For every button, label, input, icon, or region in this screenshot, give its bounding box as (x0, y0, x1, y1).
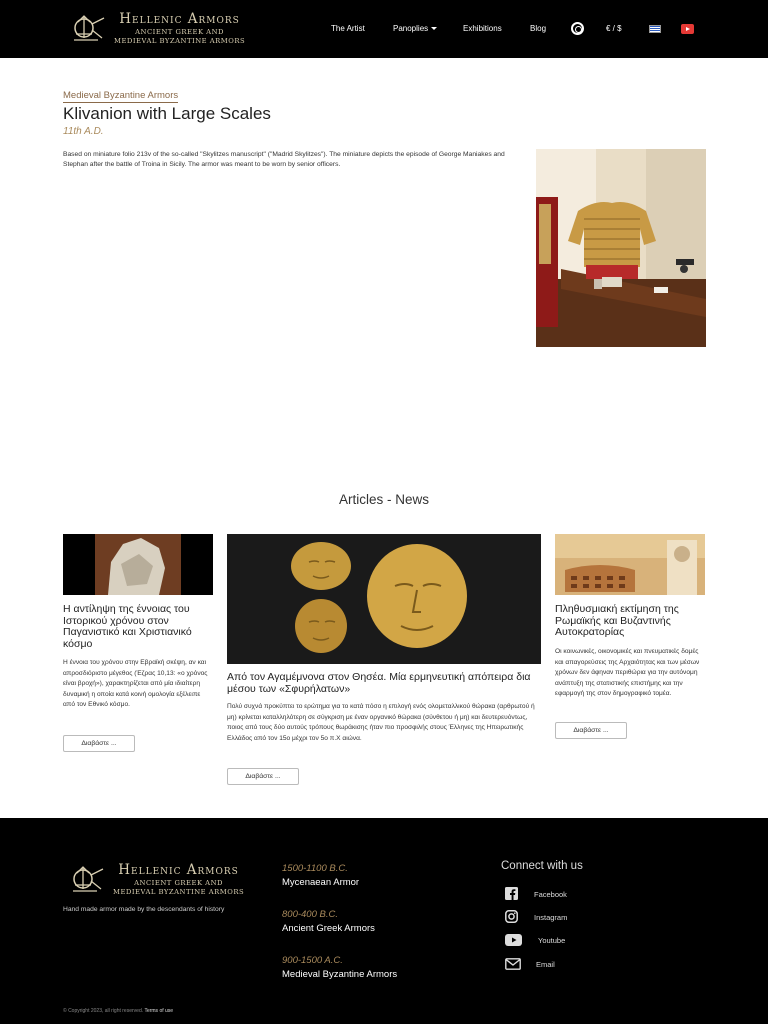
brand-subtitle-1: ANCIENT GREEK AND (135, 27, 224, 36)
product-photo[interactable] (536, 149, 706, 347)
site-footer (0, 818, 768, 1024)
era-3-link[interactable]: Medieval Byzantine Armors (282, 969, 398, 980)
era-1-period: 1500-1100 B.C. (282, 863, 348, 874)
greek-flag-icon[interactable] (649, 25, 661, 33)
footer-brand-subtitle-1: ANCIENT GREEK AND (134, 878, 223, 887)
armor-display-illustration (536, 149, 706, 347)
footer-brand-subtitle-2: MEDIEVAL BYZANTINE ARMORS (113, 887, 245, 896)
copyright-text: © Copyright 2023, all right reserved. (63, 1008, 144, 1014)
article-3-title[interactable]: Πληθυσμιακή εκτίμηση της Ρωμαϊκής και Βυζαντινής Αυτοκρατορίας (555, 603, 679, 638)
article-3-read-more-button[interactable]: Διαβάστε ... (555, 722, 627, 739)
social-facebook[interactable] (505, 887, 625, 901)
article-3-excerpt: Οι κοινωνικές, οικονομικές και πνευματικές δομές και απαγορεύσεις της Αρχαιότητας και των μέσων χρόνων δεν άφηναν περιθώρια για την αυτόνομη ανάπτυξη της στατιστικής επιστήμης και την εφαρμογή της στον δημογραφικό τομέα. (555, 648, 700, 697)
product-date: 11th A.D. (63, 126, 104, 137)
social-facebook-label: Facebook (534, 890, 567, 899)
nav-exhibitions[interactable]: Exhibitions (463, 24, 502, 33)
product-description: Based on miniature folio 213v of the so-called "Skylitzes manuscript" ("Madrid Skylitzes"). The miniature depicts the episode of George Maniakes and Stephan after the battle of Troina in Sicily. The armor was meant to be worn by senior officers. (63, 151, 505, 168)
nav-panoplies-label: Panoplies (393, 24, 429, 33)
connect-title: Connect with us (501, 860, 583, 872)
article-1-image[interactable] (63, 534, 213, 595)
social-instagram-label: Instagram (534, 913, 568, 922)
era-2-link[interactable]: Ancient Greek Armors (282, 923, 375, 934)
footer-brand-logo[interactable] (69, 862, 269, 898)
social-instagram[interactable] (505, 910, 625, 924)
article-2-image[interactable] (227, 534, 541, 664)
articles-section-title: Articles - News (338, 492, 429, 507)
email-at-icon[interactable] (571, 22, 584, 35)
era-3-period: 900-1500 A.C. (282, 955, 343, 966)
footer-brand-title: Hellenic Armors (118, 862, 239, 879)
nav-the-artist[interactable]: The Artist (331, 24, 365, 33)
article-1-title[interactable]: Η αντίληψη της έννοιας του Ιστορικού χρόνου στον Παγανιστικό και Χριστιανικό κόσμο (63, 603, 192, 650)
youtube-icon (505, 934, 522, 946)
nav-blog[interactable]: Blog (530, 24, 547, 33)
statue-fragment-illustration (63, 534, 213, 595)
article-2-read-more-button[interactable]: Διαβάστε ... (227, 768, 299, 785)
article-1-read-more-button[interactable]: Διαβάστε ... (63, 735, 135, 752)
facebook-icon (505, 887, 518, 900)
youtube-icon[interactable] (681, 24, 694, 34)
product-title: Klivanion with Large Scales (63, 104, 271, 123)
nav-panoplies[interactable] (393, 24, 437, 33)
era-1-link[interactable]: Mycenaean Armor (282, 877, 360, 888)
brand-title: Hellenic Armors (119, 11, 240, 28)
social-youtube-label: Youtube (538, 936, 566, 945)
era-2-period: 800-400 B.C. (282, 909, 338, 920)
chevron-down-icon (431, 27, 437, 30)
article-2-excerpt: Πολύ συχνά προκύπτει το ερώτημα για το κατά πόσο η επιλογή ενός ολομεταλλικού θώρακα (αρθρωτού ή μη) κρίνεται καταλληλότερη σε σύγκριση με έναν οργανικό θώρακα (σύνθετου ή μη) και δευτερευόντως, ποιος από τους δύο αυτούς τρόπους θωράκισης ήταν πιο προσφιλής στους Έλληνες της Ηπειρωτικής Ελλάδος από τον 15ο μέχρι τον 5ο π.Χ αιώνα. (227, 703, 535, 742)
envelope-icon (505, 958, 521, 970)
warrior-logo-icon (70, 12, 108, 46)
currency-toggle[interactable]: € / $ (606, 24, 622, 33)
terms-of-use-link[interactable]: Terms of use (144, 1008, 174, 1014)
social-youtube[interactable] (505, 933, 625, 947)
instagram-icon (505, 910, 518, 923)
category-link[interactable]: Medieval Byzantine Armors (63, 90, 179, 101)
copyright (63, 1008, 173, 1014)
brand-subtitle-2: MEDIEVAL BYZANTINE ARMORS (114, 36, 246, 45)
top-navbar (0, 0, 768, 58)
gold-masks-illustration (227, 534, 541, 664)
colosseum-collage-illustration (555, 534, 705, 595)
footer-tagline: Hand made armor made by the descendants of history (63, 906, 225, 913)
social-email-label: Email (536, 960, 555, 969)
article-1-excerpt: Η έννοια του χρόνου στην Εβραϊκή σκέψη, αν και απροσδιόριστο μέγεθος (Έζρας 10,13: «ο χρόνος είναι βροχή»), χαρακτηρίζεται από μία ιδιαίτερη δυναμική η οποία κατά κοινή ομολογία εξέλειπε από τον Εθνικό κόσμο. (63, 659, 208, 708)
brand-logo[interactable] (70, 10, 275, 48)
social-email[interactable] (505, 957, 625, 971)
article-2-title[interactable]: Από τον Αγαμέμνονα στον Θησέα. Μία ερμηνευτική απόπειρα δια μέσου των «Σφυρήλατων» (227, 671, 531, 695)
article-3-image[interactable] (555, 534, 705, 595)
warrior-logo-icon (69, 863, 107, 897)
